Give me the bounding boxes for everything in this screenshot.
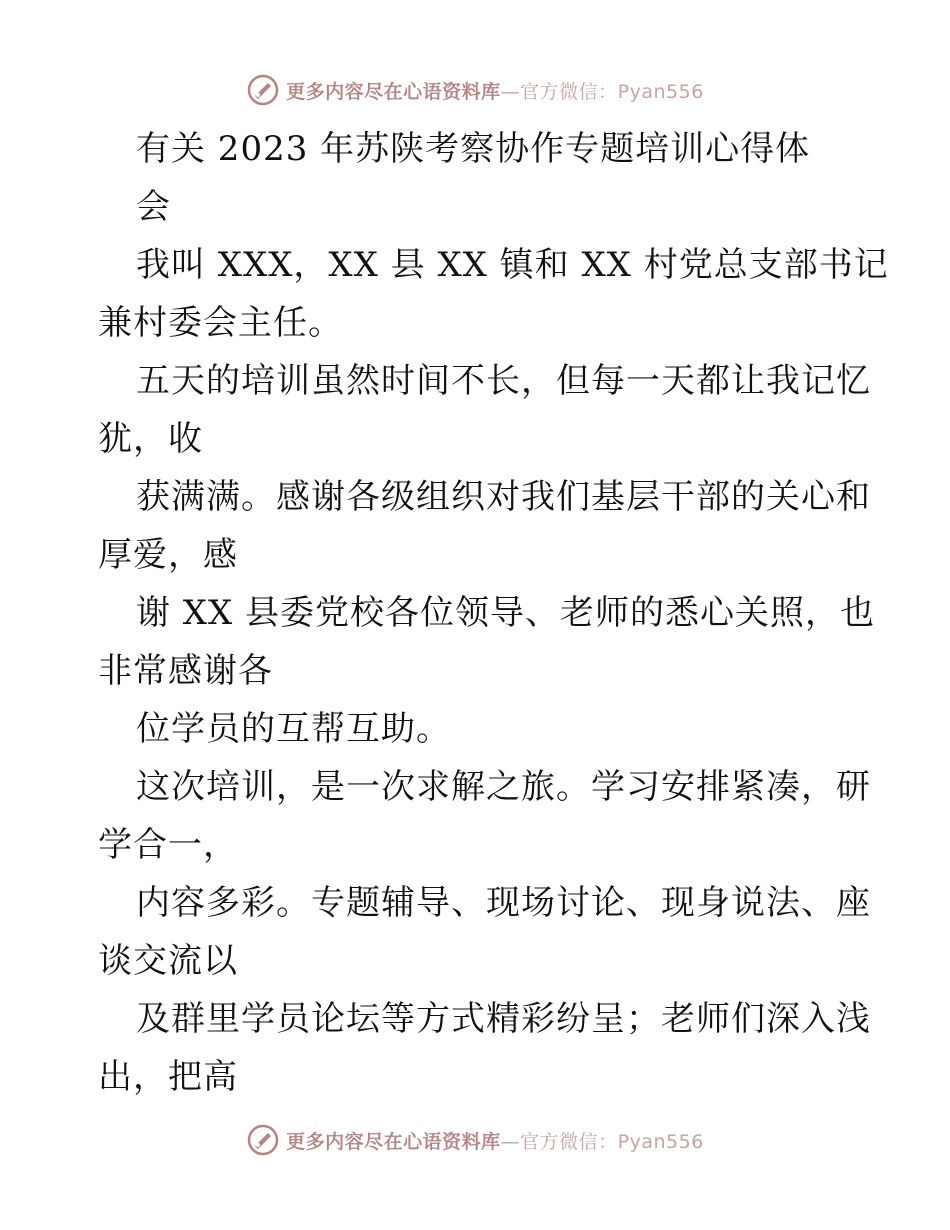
banner-wechat-text: 官方微信：Pyan556 — [520, 80, 704, 103]
text-line: 获满满。感谢各级组织对我们基层干部的关心和 — [136, 477, 871, 517]
header-banner — [0, 70, 950, 110]
text-line: 内容多彩。专题辅导、现场讨论、现身说法、座 — [136, 883, 871, 923]
text-line: 厚爱，感 — [98, 535, 238, 575]
text-line: 我叫 XXX，XX 县 XX 镇和 XX 村党总支部书记 — [136, 245, 889, 285]
text-line: 位学员的互帮互助。 — [136, 709, 451, 749]
text-line: 出，把高 — [98, 1057, 238, 1097]
text-line: 犹，收 — [98, 419, 203, 459]
text-line: 及群里学员论坛等方式精彩纷呈；老师们深入浅 — [136, 999, 871, 1039]
text-line: 这次培训，是一次求解之旅。学习安排紧凑，研 — [136, 767, 871, 807]
text-line: 兼村委会主任。 — [98, 303, 343, 343]
banner-separator: — — [500, 1130, 521, 1153]
text-line: 谢 XX 县委党校各位领导、老师的悉心关照，也 — [136, 593, 876, 633]
footer-banner — [0, 1120, 950, 1160]
text-line: 有关 2023 年苏陕考察协作专题培训心得体 — [136, 129, 811, 169]
text-line: 谈交流以 — [98, 941, 238, 981]
text-line: 非常感谢各 — [98, 651, 273, 691]
pen-nib-logo-icon — [246, 73, 280, 107]
banner-separator: — — [500, 80, 521, 103]
banner-text — [286, 1127, 704, 1154]
banner-site-text: 更多内容尽在心语资料库 — [286, 80, 501, 103]
text-line: 会 — [136, 187, 171, 227]
pen-nib-logo-icon — [246, 1123, 280, 1157]
text-line: 五天的培训虽然时间不长，但每一天都让我记忆 — [136, 361, 871, 401]
banner-wechat-text: 官方微信：Pyan556 — [520, 1130, 704, 1153]
banner-site-text: 更多内容尽在心语资料库 — [286, 1130, 501, 1153]
banner-text — [286, 77, 704, 104]
text-line: 学合一， — [98, 825, 238, 865]
